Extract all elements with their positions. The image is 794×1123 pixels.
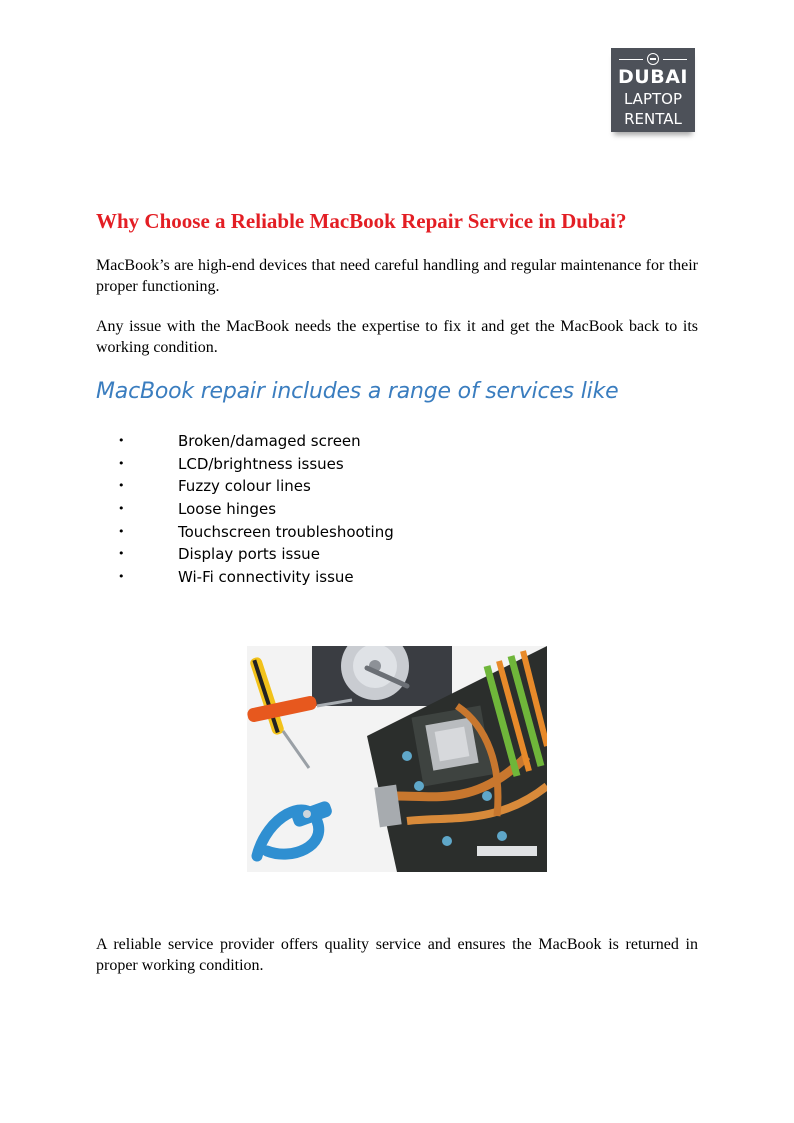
bullet-icon: • <box>118 502 125 516</box>
closing-paragraph: A reliable service provider offers quality service and ensures the MacBook is returned in proper working condition. <box>96 936 698 974</box>
bullet-icon: • <box>118 547 125 561</box>
services-heading: MacBook repair includes a range of services like <box>96 379 619 404</box>
logo-emblem <box>611 52 695 66</box>
service-label: Touchscreen troubleshooting <box>178 522 394 541</box>
intro-paragraph: MacBook’s are high-end devices that need careful handling and regular maintenance for their proper functioning. <box>96 257 698 295</box>
motherboard-illustration <box>247 646 547 872</box>
bullet-icon: • <box>118 434 125 447</box>
logo-text-dubai: DUBAI <box>618 66 688 88</box>
service-label: Fuzzy colour lines <box>178 477 311 496</box>
logo-text-rental: RENTAL <box>624 110 682 128</box>
bullet-icon: • <box>118 456 125 470</box>
laptop-icon <box>647 53 659 65</box>
service-label: Loose hinges <box>178 500 277 519</box>
hard-drive-icon <box>312 646 452 706</box>
service-label: LCD/brightness issues <box>178 454 344 473</box>
motherboard-repair-photo <box>247 646 547 872</box>
main-heading: Why Choose a Reliable MacBook Repair Service in Dubai? <box>96 209 627 233</box>
expertise-paragraph: Any issue with the MacBook needs the expertise to fix it and get the MacBook back to its working condition. <box>96 318 698 356</box>
bullet-icon: • <box>118 524 125 538</box>
service-label: Wi-Fi connectivity issue <box>178 568 354 587</box>
service-label: Display ports issue <box>178 545 320 564</box>
logo-text-laptop: LAPTOP <box>623 90 683 108</box>
company-logo <box>611 48 695 132</box>
bullet-icon: • <box>118 570 125 584</box>
logo-line-left <box>619 59 643 60</box>
service-label: Broken/damaged screen <box>178 432 361 450</box>
bullet-icon: • <box>118 479 125 493</box>
logo-line-right <box>663 59 687 60</box>
